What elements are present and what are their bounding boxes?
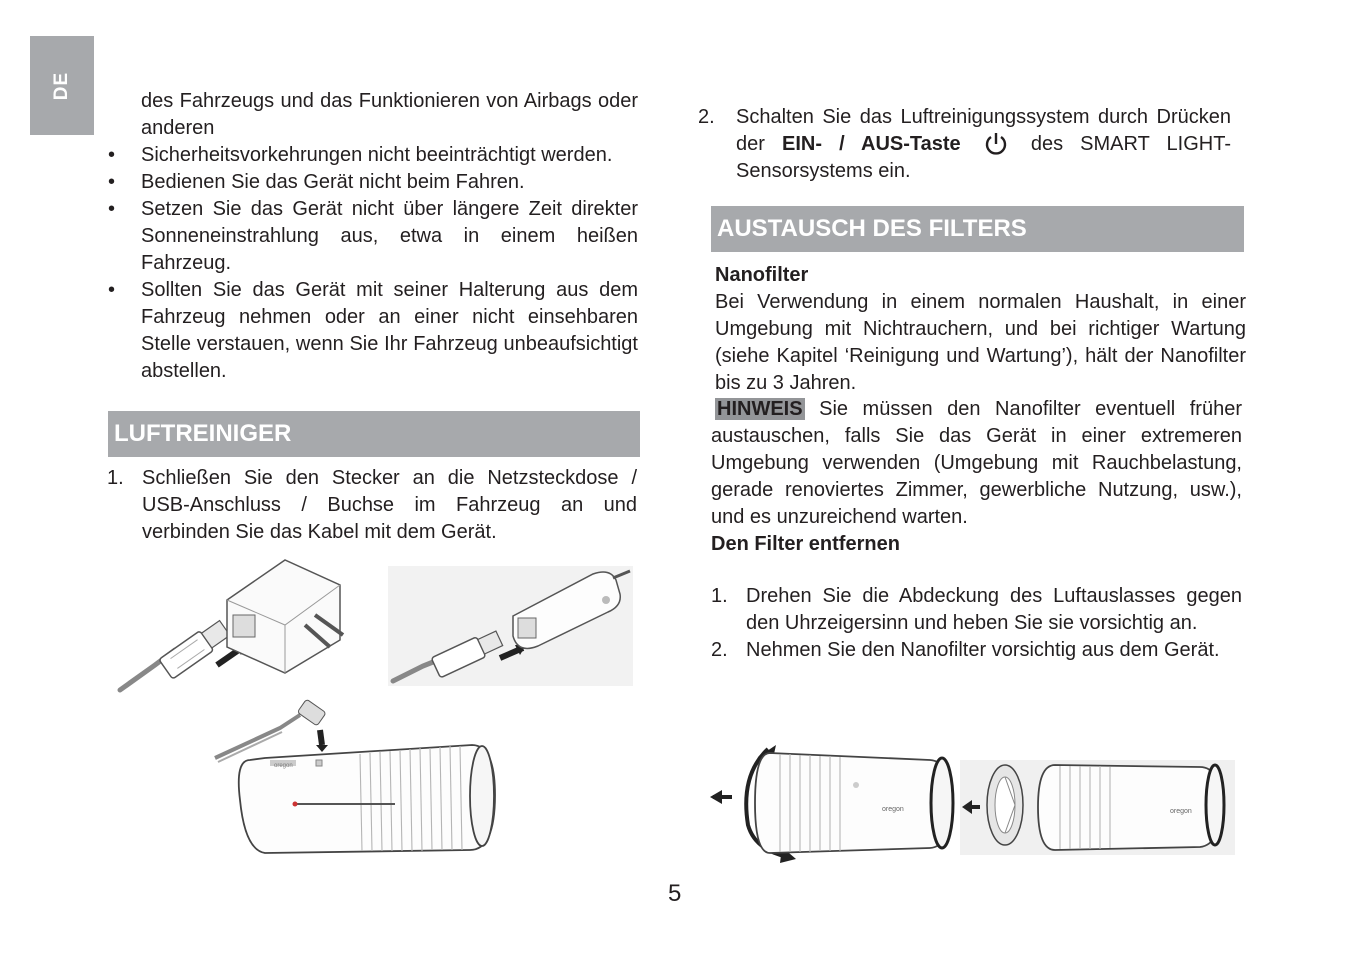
- step-text: [736, 104, 1231, 185]
- numbered-step: [698, 104, 1232, 185]
- power-button-label: EIN- / AUS-Taste: [782, 133, 961, 155]
- step-text-after: des SMART LIGHT-Sensorsystems ein.: [736, 133, 1232, 182]
- bullet-text: Sollten Sie das Gerät mit seiner Halterung aus dem Fahrzeug nehmen oder an einer nicht einsehbaren Stelle verstauen, wenn Sie Ihr Fahrzeug unbeaufsichtigt abstellen.: [141, 279, 638, 382]
- device-brand-logo: oregon: [882, 806, 904, 813]
- numbered-step: [107, 465, 637, 546]
- bullet-item: [108, 277, 638, 385]
- luftreiniger-step-1: [107, 465, 637, 546]
- remove-nanofilter-illustration: [960, 755, 1235, 855]
- section-heading-text: LUFTREINIGER: [114, 420, 292, 447]
- air-purifier-cable-illustration: [210, 690, 510, 865]
- left-column-text: [108, 88, 638, 385]
- section-heading-text: AUSTAUSCH DES FILTERS: [717, 215, 1027, 242]
- step-text: Nehmen Sie den Nanofilter vorsichtig aus dem Gerät.: [746, 639, 1220, 661]
- bullet-item: [108, 142, 638, 169]
- step-text-before: Schalten Sie das Luftreinigungssystem durch Drücken der: [736, 106, 1231, 155]
- section-heading-filter: [711, 206, 1244, 252]
- step-number: 2.: [698, 106, 715, 128]
- nanofilter-block: [715, 262, 1246, 397]
- bullet-text: Bedienen Sie das Gerät nicht beim Fahren.: [141, 171, 525, 193]
- bullet-text: Sicherheitsvorkehrungen nicht beeinträchtigt werden.: [141, 144, 613, 166]
- device-brand-logo: oregon: [274, 763, 293, 769]
- nanofilter-text: Bei Verwendung in einem normalen Haushalt, in einer Umgebung mit Nichtrauchern, und bei richtiger Wartung (siehe Kapitel ‘Reinigung und Wartung’), hält der Nanofilter bis zu 3 Jahren.: [715, 291, 1246, 394]
- power-icon: [984, 132, 1008, 156]
- rotate-cover-illustration: [710, 745, 960, 863]
- step-text: Drehen Sie die Abdeckung des Luftauslasses gegen den Uhrzeigersinn und heben Sie sie vorsichtig an.: [746, 585, 1242, 634]
- numbered-step: [711, 583, 1242, 637]
- bullet-symbol: •: [108, 279, 116, 301]
- step-text: Schließen Sie den Stecker an die Netzsteckdose / USB-Anschluss / Buchse im Fahrzeug an und verbinden Sie das Kabel mit dem Gerät.: [142, 467, 637, 543]
- language-tab-label: DE: [51, 71, 72, 101]
- wall-adapter-illustration: [115, 555, 355, 695]
- numbered-step: [711, 637, 1242, 664]
- bullet-symbol: •: [108, 144, 116, 166]
- hinweis-text: Sie müssen den Nanofilter eventuell früher austauschen, falls Sie das Gerät in einer extremeren Umgebung verwenden (Umgebung mit Rauchbelastung, gerade renoviertes Zimmer, gewerbliche Nutzung, usw.), und es unzureichend warten.: [711, 398, 1242, 528]
- language-tab: [30, 36, 94, 135]
- step-number: 1.: [711, 585, 728, 607]
- hinweis-block: [711, 396, 1242, 558]
- page-number: 5: [668, 880, 682, 907]
- bullet-text: Setzen Sie das Gerät nicht über längere Zeit direkter Sonneneinstrahlung aus, etwa in einem heißen Fahrzeug.: [141, 198, 638, 274]
- continued-text: des Fahrzeugs und das Funktionieren von Airbags oder anderen: [141, 90, 638, 139]
- hinweis-badge: HINWEIS: [717, 398, 803, 420]
- right-step-2: [698, 104, 1232, 185]
- remove-filter-steps: [711, 583, 1242, 664]
- bullet-item: [108, 169, 638, 196]
- device-brand-logo: oregon: [1170, 808, 1192, 815]
- car-adapter-illustration: [388, 566, 633, 686]
- step-number: 2.: [711, 639, 728, 661]
- step-number: 1.: [107, 467, 124, 489]
- hinweis-paragraph: [711, 396, 1242, 531]
- nanofilter-heading: Nanofilter: [715, 264, 809, 286]
- section-heading-luftreiniger: [108, 411, 640, 457]
- bullet-item: [108, 196, 638, 277]
- remove-filter-heading: Den Filter entfernen: [711, 533, 900, 555]
- bullet-symbol: •: [108, 198, 116, 220]
- bullet-symbol: •: [108, 171, 116, 193]
